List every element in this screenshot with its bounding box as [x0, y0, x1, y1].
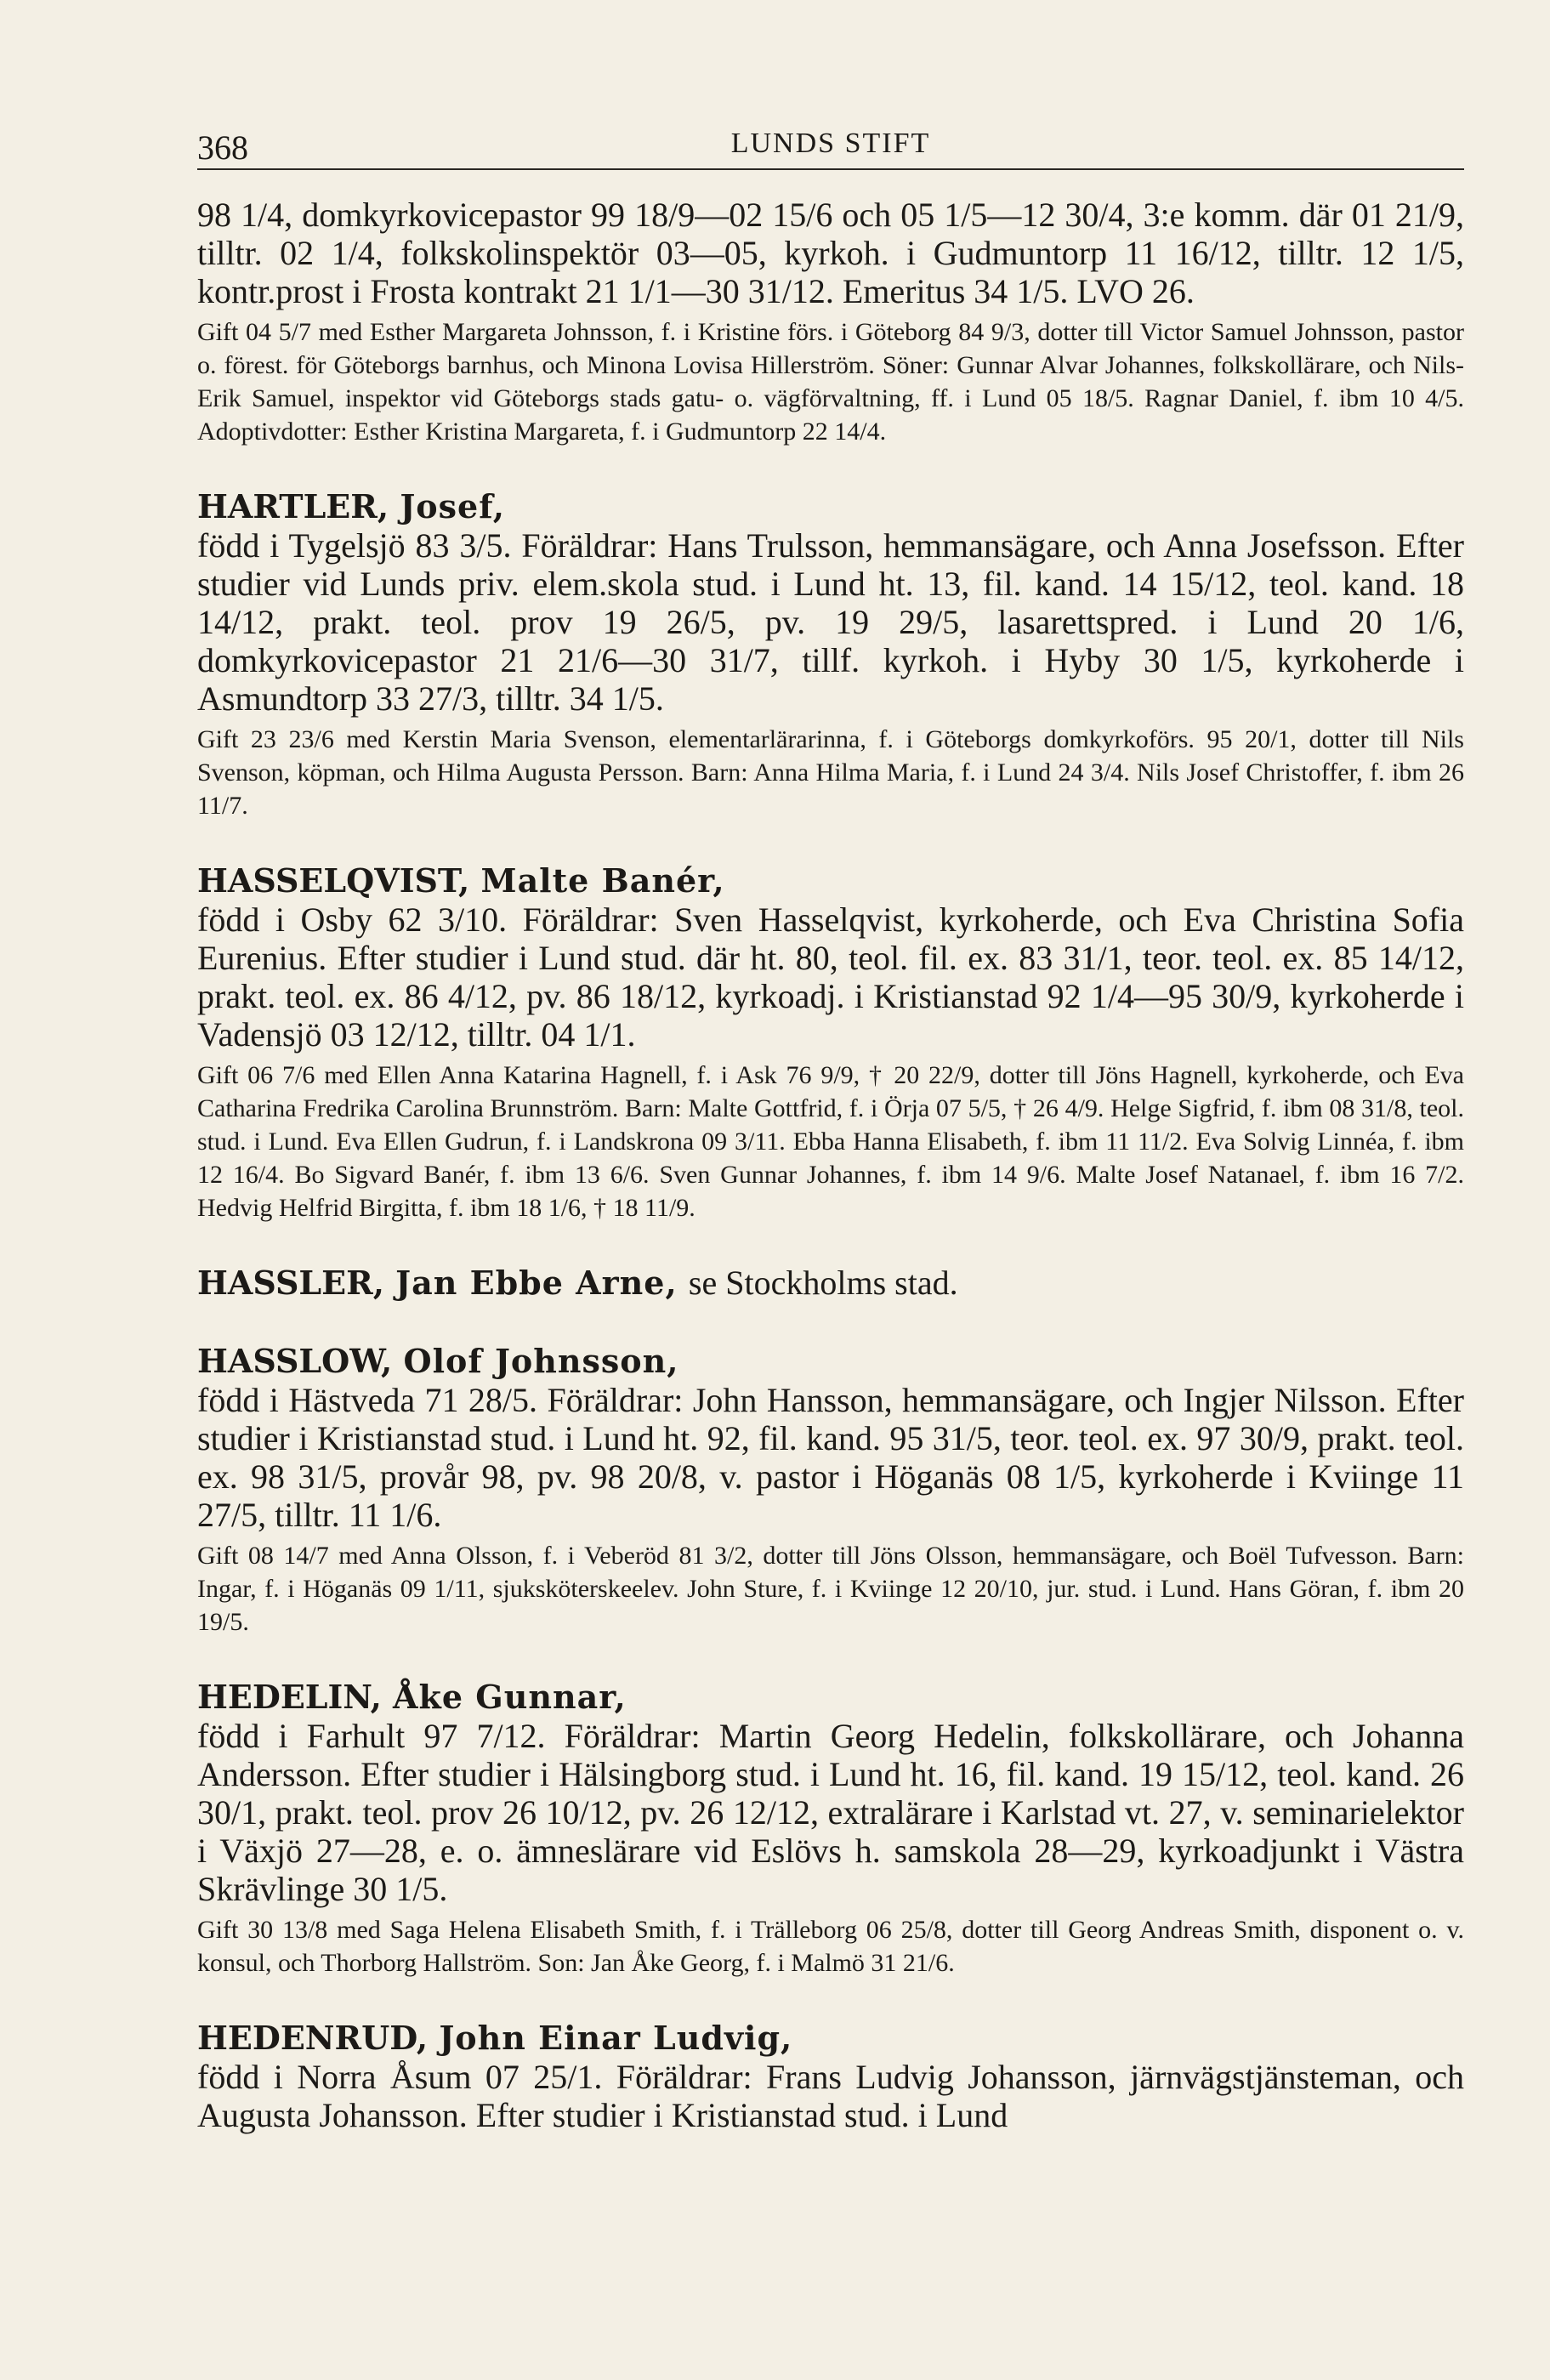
- entry-given-names: Josef,: [400, 487, 505, 525]
- entry-name: [197, 861, 1464, 900]
- entry-hasslow: [197, 1342, 1464, 1639]
- entry-surname: HASSLOW,: [197, 1342, 393, 1380]
- entry-surname: HARTLER,: [197, 487, 389, 525]
- running-title: LUNDS STIFT: [730, 128, 931, 159]
- entry-hedenrud: [197, 2019, 1464, 2134]
- entry-family-text: Gift 30 13/8 med Saga Helena Elisabeth Smith, f. i Trälleborg 06 25/8, dotter till Georg Andreas Smith, disponent o. v. konsul, och Thorborg Hallström. Son: Jan Åke Georg, f. i Malmö 31 21/6.: [197, 1916, 1464, 1977]
- entry-family-text: Gift 04 5/7 med Esther Margareta Johnsson, f. i Kristine förs. i Göteborg 84 9/3, dotter till Victor Samuel Johnsson, pastor o. förest. för Göteborgs barnhus, och Minona Lovisa Hillerström. Söner: Gunnar Alvar Johannes, folkskollärare, och Nils-Erik Samuel, inspektor vid Göteborgs stads gatu- o. vägförvaltning, ff. i Lund 05 18/5. Ragnar Daniel, f. ibm 10 4/5. Adoptivdotter: Esther Kristina Margareta, f. i Gudmuntorp 22 14/4.: [197, 318, 1464, 446]
- entry-career-text: född i Farhult 97 7/12. Föräldrar: Martin Georg Hedelin, folkskollärare, och Johanna Andersson. Efter studier i Hälsingborg stud. i Lund ht. 16, fil. kand. 19 15/12, teol. kand. 26 30/1, prakt. teol. prov 26 10/12, pv. 26 12/12, extralärare i Karlstad vt. 27, v. seminarielektor i Växjö 27—28, e. o. ämneslärare vid Eslövs h. samskola 28—29, kyrkoadjunkt i Västra Skrävlinge 30 1/5.: [197, 1717, 1464, 1908]
- entry-family-text: Gift 08 14/7 med Anna Olsson, f. i Veberöd 81 3/2, dotter till Jöns Olsson, hemmansägare, och Boël Tufvesson. Barn: Ingar, f. i Höganäs 09 1/11, sjuksköterskeelev. John Sture, f. i Kviinge 12 20/10, jur. stud. i Lund. Hans Göran, f. ibm 20 19/5.: [197, 1542, 1464, 1636]
- entry-career-text: 98 1/4, domkyrkovicepastor 99 18/9—02 15/6 och 05 1/5—12 30/4, 3:e komm. där 01 21/9, tilltr. 02 1/4, folkskolinspektör 03—05, kyrkoh. i Gudmuntorp 11 16/12, tilltr. 12 1/5, kontr.prost i Frosta kontrakt 21 1/1—30 31/12. Emeritus 34 1/5. LVO 26.: [197, 196, 1464, 310]
- entry-given-names: Malte Banér,: [480, 861, 725, 900]
- entry-cross-reference: se Stockholms stad.: [688, 1264, 958, 1302]
- entry-hartler: [197, 487, 1464, 822]
- page-number: 368: [197, 128, 248, 167]
- entry-family-text: Gift 23 23/6 med Kerstin Maria Svenson, elementarlärarinna, f. i Göteborgs domkyrkoförs. 95 20/1, dotter till Nils Svenson, köpman, och Hilma Augusta Persson. Barn: Anna Hilma Maria, f. i Lund 24 3/4. Nils Josef Christoffer, f. ibm 26 11/7.: [197, 725, 1464, 820]
- page-body: [197, 196, 1464, 2134]
- page-header: [197, 119, 1464, 170]
- entry-surname: HEDELIN,: [197, 1678, 382, 1716]
- entry-name: [197, 1264, 1464, 1303]
- entry-surname: HEDENRUD,: [197, 2019, 429, 2057]
- entry-given-names: Åke Gunnar,: [393, 1678, 627, 1716]
- entry-family-text: Gift 06 7/6 med Ellen Anna Katarina Hagnell, f. i Ask 76 9/9, † 20 22/9, dotter till Jöns Hagnell, kyrkoherde, och Eva Catharina Fredrika Carolina Brunnström. Barn: Malte Gottfrid, f. i Örja 07 5/5, † 26 4/9. Helge Sigfrid, f. ibm 08 31/8, teol. stud. i Lund. Eva Ellen Gudrun, f. i Landskrona 09 3/11. Ebba Hanna Elisabeth, f. ibm 11 11/2. Eva Solvig Linnéa, f. ibm 12 16/4. Bo Sigvard Banér, f. ibm 13 6/6. Sven Gunnar Johannes, f. ibm 14 9/6. Malte Josef Natanael, f. ibm 16 7/2. Hedvig Helfrid Birgitta, f. ibm 18 1/6, † 18 11/9.: [197, 1061, 1464, 1222]
- entry-career-text: född i Hästveda 71 28/5. Föräldrar: John Hansson, hemmansägare, och Ingjer Nilsson. Efter studier i Kristianstad stud. i Lund ht. 92, fil. kand. 95 31/5, teor. teol. ex. 97 30/9, prakt. teol. ex. 98 31/5, provår 98, pv. 98 20/8, v. pastor i Höganäs 08 1/5, kyrkoherde i Kviinge 11 27/5, tilltr. 11 1/6.: [197, 1381, 1464, 1534]
- entry-career-text: född i Tygelsjö 83 3/5. Föräldrar: Hans Trulsson, hemmansägare, och Anna Josefsson. Efter studier vid Lunds priv. elem.skola stud. i Lund ht. 13, fil. kand. 14 15/12, teol. kand. 18 14/12, prakt. teol. prov 19 26/5, pv. 19 29/5, lasarettspred. i Lund 20 1/6, domkyrkovicepastor 21 21/6—30 31/7, tillf. kyrkoh. i Hyby 30 1/5, kyrkoherde i Asmundtorp 33 27/3, tilltr. 34 1/5.: [197, 526, 1464, 718]
- header-rule: [197, 168, 1464, 170]
- entry-hedelin: [197, 1678, 1464, 1980]
- entry-given-names: Olof Johnsson,: [403, 1342, 679, 1380]
- entry-surname: HASSELQVIST,: [197, 861, 470, 900]
- entry-given-names: Jan Ebbe Arne,: [395, 1264, 678, 1302]
- entry-name: [197, 1678, 1464, 1717]
- entry-hassler: [197, 1264, 1464, 1303]
- entry-given-names: John Einar Ludvig,: [439, 2019, 793, 2057]
- entry-name: [197, 487, 1464, 526]
- entry-career-text: född i Norra Åsum 07 25/1. Föräldrar: Frans Ludvig Johansson, järnvägstjänsteman, och Augusta Johansson. Efter studier i Kristianstad stud. i Lund: [197, 2058, 1464, 2134]
- entry-surname: HASSLER,: [197, 1264, 384, 1302]
- entry-name: [197, 2019, 1464, 2058]
- entry-name: [197, 1342, 1464, 1381]
- continuation-entry: [197, 196, 1464, 448]
- entry-hasselqvist: [197, 861, 1464, 1224]
- entry-career-text: född i Osby 62 3/10. Föräldrar: Sven Hasselqvist, kyrkoherde, och Eva Christina Sofia Eurenius. Efter studier i Lund stud. där ht. 80, teol. fil. ex. 83 31/1, teor. teol. ex. 85 14/12, prakt. teol. ex. 86 4/12, pv. 86 18/12, kyrkoadj. i Kristianstad 92 1/4—95 30/9, kyrkoherde i Vadensjö 03 12/12, tilltr. 04 1/1.: [197, 900, 1464, 1054]
